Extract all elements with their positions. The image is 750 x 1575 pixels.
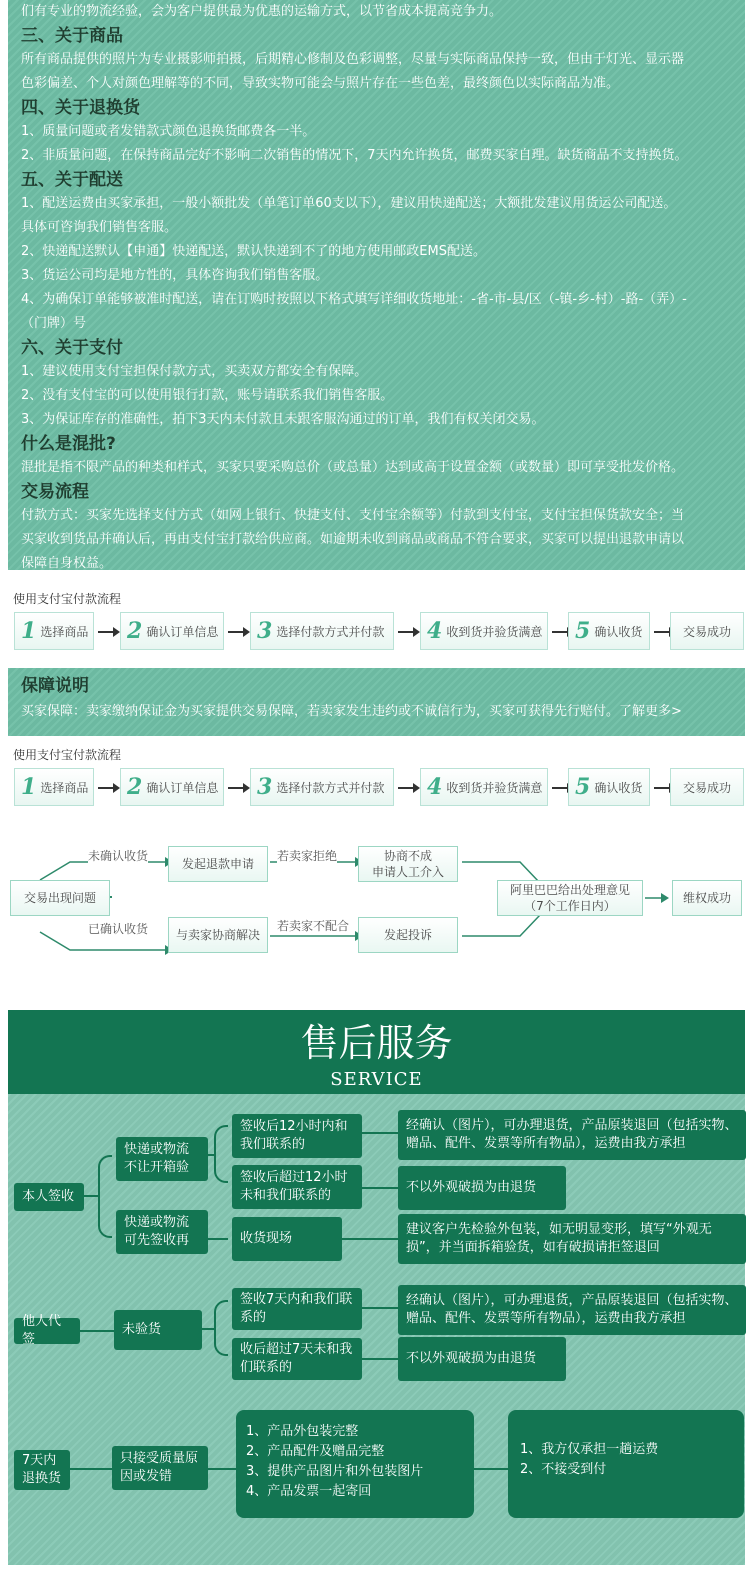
arrow-icon	[98, 787, 118, 789]
confirmed-label: 已确认收货	[88, 922, 149, 936]
info-line: 们有专业的物流经验，会为客户提供最为优惠的运输方式，以节省成本提高竞争力。	[21, 4, 503, 19]
arrow-icon	[98, 631, 118, 633]
manual-line2: 申请人工介入	[371, 865, 444, 879]
arrow-icon	[228, 787, 248, 789]
flow-title: 使用支付宝付款流程	[13, 592, 122, 606]
within-12h-box: 签收后12小时内和我们联系的	[232, 1114, 362, 1158]
over-7d-box: 收后超过7天未和我们联系的	[232, 1338, 362, 1380]
brace	[214, 1300, 228, 1356]
flow-step	[670, 612, 744, 650]
step-number: 1	[21, 618, 37, 644]
step-label: 选择商品	[40, 780, 89, 795]
step-number: 3	[257, 618, 273, 644]
within-7d-box: 签收7天内和我们联系的	[232, 1288, 362, 1330]
return-terms-box	[508, 1410, 744, 1518]
section-heading: 四、关于退换货	[21, 98, 140, 118]
flow-step	[568, 768, 650, 806]
step-label: 收到货并验货满意	[446, 780, 543, 795]
step-number: 2	[127, 618, 143, 644]
alibaba-line2: （7个工作日内）	[524, 899, 616, 913]
section-heading: 什么是混批?	[21, 434, 116, 454]
step-number: 4	[427, 618, 443, 644]
flow-step	[420, 768, 548, 806]
express-no-open-box: 快递或物流不让开箱验	[116, 1137, 208, 1181]
flow-step	[14, 612, 94, 650]
step-number: 2	[127, 774, 143, 800]
step-label: 确认订单信息	[146, 624, 219, 639]
flow-step	[420, 612, 548, 650]
flow-step	[14, 768, 94, 806]
step-number: 5	[575, 618, 591, 644]
no-damage-return-box-2: 不以外观破损为由退货	[398, 1337, 566, 1381]
not-inspected-box: 未验货	[114, 1310, 202, 1350]
after-sales-title: 售后服务	[300, 1021, 453, 1065]
confirm-return-box: 经确认（图片），可办理退货，产品原装退回（包括实物、赠品、配件、发票等所有物品），运费由我方承担	[398, 1110, 746, 1160]
step-label: 确认订单信息	[146, 780, 219, 795]
flow-title: 使用支付宝付款流程	[13, 748, 122, 762]
info-line: 1、建议使用支付宝担保付款方式，买卖双方都安全有保障。	[21, 364, 368, 379]
step-number: 3	[257, 774, 273, 800]
no-damage-return-box: 不以外观破损为由退货	[398, 1166, 566, 1210]
dispute-diagram	[0, 840, 750, 970]
info-line: 4、为确保订单能够被准时配送，请在订购时按照以下格式填写详细收货地址：-省-市-县/区（-镇-乡-村）-路-（弄）-	[21, 292, 687, 307]
info-line: 3、货运公司均是地方性的，具体咨询我们销售客服。	[21, 268, 329, 283]
seller-refuse-label: 若卖家拒绝	[277, 849, 338, 863]
condition-item: 2、产品配件及赠品完整	[246, 1444, 385, 1459]
section-heading: 交易流程	[21, 482, 89, 502]
section-heading: 五、关于配送	[21, 170, 123, 190]
step-label: 交易成功	[682, 624, 731, 639]
flow-step	[120, 612, 224, 650]
after-sales-header	[8, 1010, 745, 1094]
confirm-return-box-2: 经确认（图片），可办理退货，产品原装退回（包括实物、赠品、配件、发票等所有物品），运费由我方承担	[398, 1285, 746, 1335]
manual-intervention-box	[358, 846, 458, 882]
info-line: 保障自身权益。	[21, 556, 113, 571]
after-sales-subtitle: SERVICE	[330, 1069, 423, 1090]
info-line: 色彩偏差、个人对颜色理解等的不同，导致实物可能会与照片存在一些色差，最终颜色以实际商品为准。	[21, 76, 620, 91]
info-line: 付款方式：买家先选择支付方式（如网上银行、快捷支付、支付宝余额等）付款到支付宝，支付宝担保货款安全；当	[21, 508, 685, 523]
seller-disagree-label: 若卖家不配合	[277, 919, 350, 933]
condition-item: 3、提供产品图片和外包装图片	[246, 1464, 424, 1479]
term-item: 1、我方仅承担一趟运费	[520, 1442, 659, 1457]
info-line: （门牌）号	[21, 316, 87, 331]
alipay-flow-2	[8, 738, 745, 808]
brace	[214, 1125, 228, 1183]
info-line: 买家收到货品并确认后，再由支付宝打款给供应商。如逾期未收到商品或商品不符合要求，买家可以提出退款申请以	[21, 532, 685, 547]
info-line: 3、为保证库存的准确性，拍下3天内未付款且未跟客服沟通过的订单，我们有权关闭交易。	[21, 412, 545, 427]
flow-step	[670, 768, 744, 806]
self-sign-box: 本人签收	[14, 1183, 84, 1211]
step-label: 选择付款方式并付款	[276, 624, 385, 639]
arrow-icon	[398, 787, 418, 789]
return-conditions-box	[236, 1410, 474, 1518]
info-line: 1、配送运费由买家承担，一般小额批发（单笔订单60支以下），建议用快递配送；大额批发建议用货运公司配送。	[21, 196, 677, 211]
quality-only-box: 只接受质量原因或发错	[112, 1446, 208, 1490]
suggest-inspect-box: 建议客户先检验外包装，如无明显变形，填写“外观无损”，并当面拆箱验货，如有破损请拒签退回	[398, 1214, 746, 1264]
step-number: 5	[575, 774, 591, 800]
term-item: 2、不接受到付	[520, 1462, 607, 1477]
trade-problem-box: 交易出现问题	[10, 880, 110, 916]
info-line: 具体可咨询我们销售客服。	[21, 220, 178, 235]
step-label: 收到货并验货满意	[446, 624, 543, 639]
info-line: 1、质量问题或者发错款式颜色退换货邮费各一半。	[21, 124, 316, 139]
step-label: 选择付款方式并付款	[276, 780, 385, 795]
info-line: 2、没有支付宝的可以使用银行打款，账号请联系我们销售客服。	[21, 388, 394, 403]
step-label: 选择商品	[40, 624, 89, 639]
negotiate-box: 与卖家协商解决	[168, 917, 268, 953]
learn-more-link[interactable]: 了解更多>	[619, 704, 682, 719]
over-12h-box: 签收后超过12小时未和我们联系的	[232, 1165, 362, 1209]
flow-step	[568, 612, 650, 650]
seven-day-return-box: 7天内退换货	[14, 1450, 70, 1490]
flow-step	[250, 612, 394, 650]
flow-step	[120, 768, 224, 806]
refund-request-box: 发起退款申请	[168, 846, 268, 882]
flow-step	[250, 768, 394, 806]
complaint-box: 发起投诉	[358, 917, 458, 953]
arrow-icon	[228, 631, 248, 633]
step-number: 1	[21, 774, 37, 800]
guarantee-panel	[8, 668, 745, 736]
info-line: 混批是指不限产品的种类和样式，买家只要采购总价（或总量）达到或高于设置金额（或数量）即可享受批发价格。	[21, 460, 685, 475]
condition-item: 1、产品外包装完整	[246, 1424, 359, 1439]
step-label: 交易成功	[682, 780, 731, 795]
express-sign-first-box: 快递或物流可先签收再	[116, 1210, 208, 1254]
info-line: 2、快递配送默认【申通】快递配送，默认快递到不了的地方使用邮政EMS配送。	[21, 244, 486, 259]
section-heading: 三、关于商品	[21, 26, 123, 46]
step-label: 确认收货	[594, 780, 643, 795]
section-heading: 六、关于支付	[21, 338, 123, 358]
on-site-box: 收货现场	[232, 1217, 342, 1261]
condition-item: 4、产品发票一起寄回	[246, 1484, 372, 1499]
rights-success-box: 维权成功	[672, 880, 742, 916]
after-sales-panel	[8, 1010, 745, 1565]
arrow-icon	[398, 631, 418, 633]
other-sign-box: 他人代签	[14, 1318, 80, 1344]
manual-line1: 协商不成	[383, 849, 432, 863]
unconfirmed-label: 未确认收货	[88, 849, 149, 863]
policy-info-panel	[8, 0, 745, 570]
brace	[98, 1155, 112, 1238]
guarantee-text: 买家保障：卖家缴纳保证金为买家提供交易保障，若卖家发生违约或不诚信行为，买家可获得先行赔付。	[21, 704, 620, 719]
guarantee-title: 保障说明	[21, 676, 89, 696]
info-line: 2、非质量问题，在保持商品完好不影响二次销售的情况下，7天内允许换货，邮费买家自理。缺货商品不支持换货。	[21, 148, 688, 163]
step-label: 确认收货	[594, 624, 643, 639]
info-line: 所有商品提供的照片为专业摄影师拍摄，后期精心修制及色彩调整，尽量与实际商品保持一致，但由于灯光、显示器	[21, 52, 685, 67]
step-number: 4	[427, 774, 443, 800]
alipay-flow-1	[8, 582, 745, 652]
alibaba-line1: 阿里巴巴给出处理意见	[509, 883, 630, 897]
alibaba-decision-box	[497, 880, 643, 916]
